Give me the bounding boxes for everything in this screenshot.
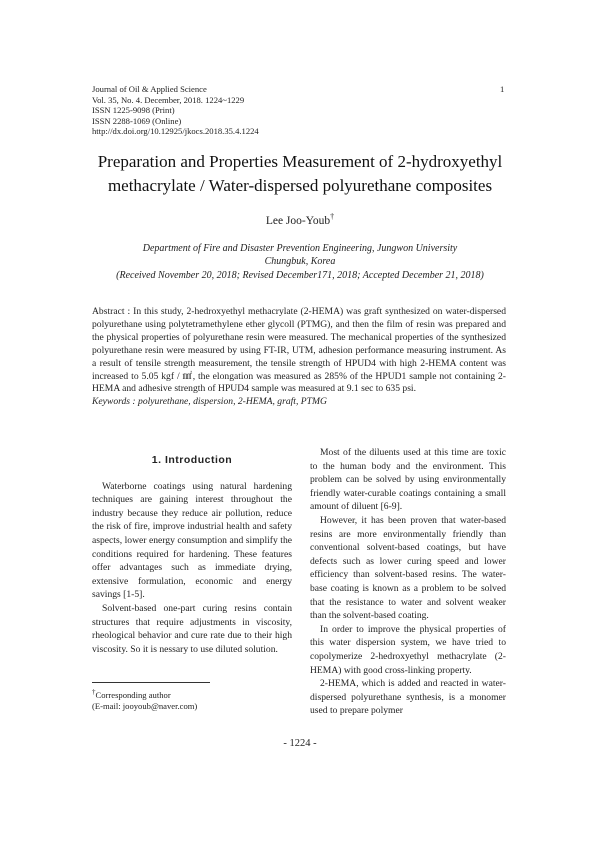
abstract (92, 306, 506, 409)
received-dates: (Received November 20, 2018; Revised December171, 2018; Accepted December 21, 2018) (116, 269, 484, 281)
keywords-label: Keywords : (92, 396, 136, 408)
footnote (92, 682, 292, 712)
corresponding-mark: † (330, 212, 335, 221)
doi-link[interactable]: http://dx.doi.org/10.12925/jkocs.2018.35.4.1224 (92, 126, 259, 137)
author-line (60, 212, 540, 227)
journal-volume: Vol. 35, No. 4. December, 2018. 1224~1229 (92, 94, 245, 105)
affiliation-location: Chungbuk, Korea (264, 256, 336, 268)
page-number: - 1224 - (283, 738, 317, 749)
footnote-email: (E-mail: jooyoub@naver.com) (92, 700, 198, 711)
paper-title (60, 150, 540, 198)
paragraph: Most of the diluents used at this time are toxic to the human body and the environment. This problem can be solved by using environmentally friendly water-curable coatings containing a small amount of diluent [6-9]. (310, 447, 506, 513)
footnote-divider (92, 682, 210, 683)
journal-name: Journal of Oil & Applied Science (92, 84, 207, 94)
left-column (92, 446, 292, 656)
page-corner-number: 1 (500, 84, 505, 94)
paragraph: However, it has been proven that water-based resins are more environmentally friendly than conventional solvent-based coatings, but have defects such as lower curing speed and lower efficiency than solvent-based resins. The water-base coating is known as a problem to be solved that the resistance to water and solvent weaker than the solvent-based coating. (310, 514, 506, 622)
footnote-corresponding: Corresponding author (95, 689, 171, 700)
paragraph: Waterborne coatings using natural hardening techniques are gaining interest throughout the industry because they reduce air pollution, reduce the risk of fire, improve industrial health and safety aspects, lower energy consumption and simplify the conditions required for hardening. These features offer advantages such as immediate drying, extensive formulation, economic and energy savings [1-5]. (92, 480, 292, 601)
title-line-2: methacrylate / Water-dispersed polyurethane composites (107, 176, 493, 195)
issn-print: ISSN 1225-9098 (Print) (92, 105, 175, 116)
section-heading-introduction: 1. Introduction (151, 454, 233, 466)
journal-header (92, 84, 512, 137)
issn-online: ISSN 2288-1069 (Online) (92, 115, 182, 126)
footnote-mark: † (92, 688, 96, 696)
affiliation-department: Department of Fire and Disaster Prevention Engineering, Jungwon University (142, 243, 458, 254)
keywords (92, 396, 506, 409)
abstract-text: In this study, 2-hedroxyethyl methacrylate (2-HEMA) was graft synthesized on water-dispersed polyurethane using polytetramethylene ether glycoll (PTMG), and then the film of resin was prepared and the physical properties of polyurethane resin were measured. The mechanical properties of the synthesized polyurethane resin were measured by using FT-IR, UTM, adhesion performance measuring instrument. As a result of tensile strength measurement, the tensile strength of HPUD4 with high 2-HEMA content was increased to 5.05 kgf / ㎟, the elongation was measured as 285% of the HPUD1 sample not containing 2-HEMA and adhesive strength of HPUD4 sample was measured at 9.1 sec to 635 psi. (92, 306, 506, 395)
author-name: Lee Joo-Youb (265, 214, 331, 227)
paragraph: Solvent-based one-part curing resins contain structures that require adjustments in viscosity, rheological behavior and cure rate due to their high viscosity. So it is nessary to use diluted solution. (92, 602, 292, 655)
title-line-1: Preparation and Properties Measurement of 2-hydroxyethyl (97, 152, 503, 171)
keywords-list: polyurethane, dispersion, 2-HEMA, graft, PTMG (138, 396, 327, 408)
abstract-label: Abstract : (92, 306, 131, 317)
affiliation-block (60, 242, 540, 282)
right-column (310, 446, 506, 718)
paragraph: In order to improve the physical properties of this water dispersion system, we have tried to copolymerize 2-hedroxyethyl methacrylate (2-HEMA) with good cross-linking property. (310, 623, 506, 676)
paragraph: 2-HEMA, which is added and reacted in water-dispersed polyurethane synthesis, is a monomer used to prepare polymer (310, 678, 506, 717)
